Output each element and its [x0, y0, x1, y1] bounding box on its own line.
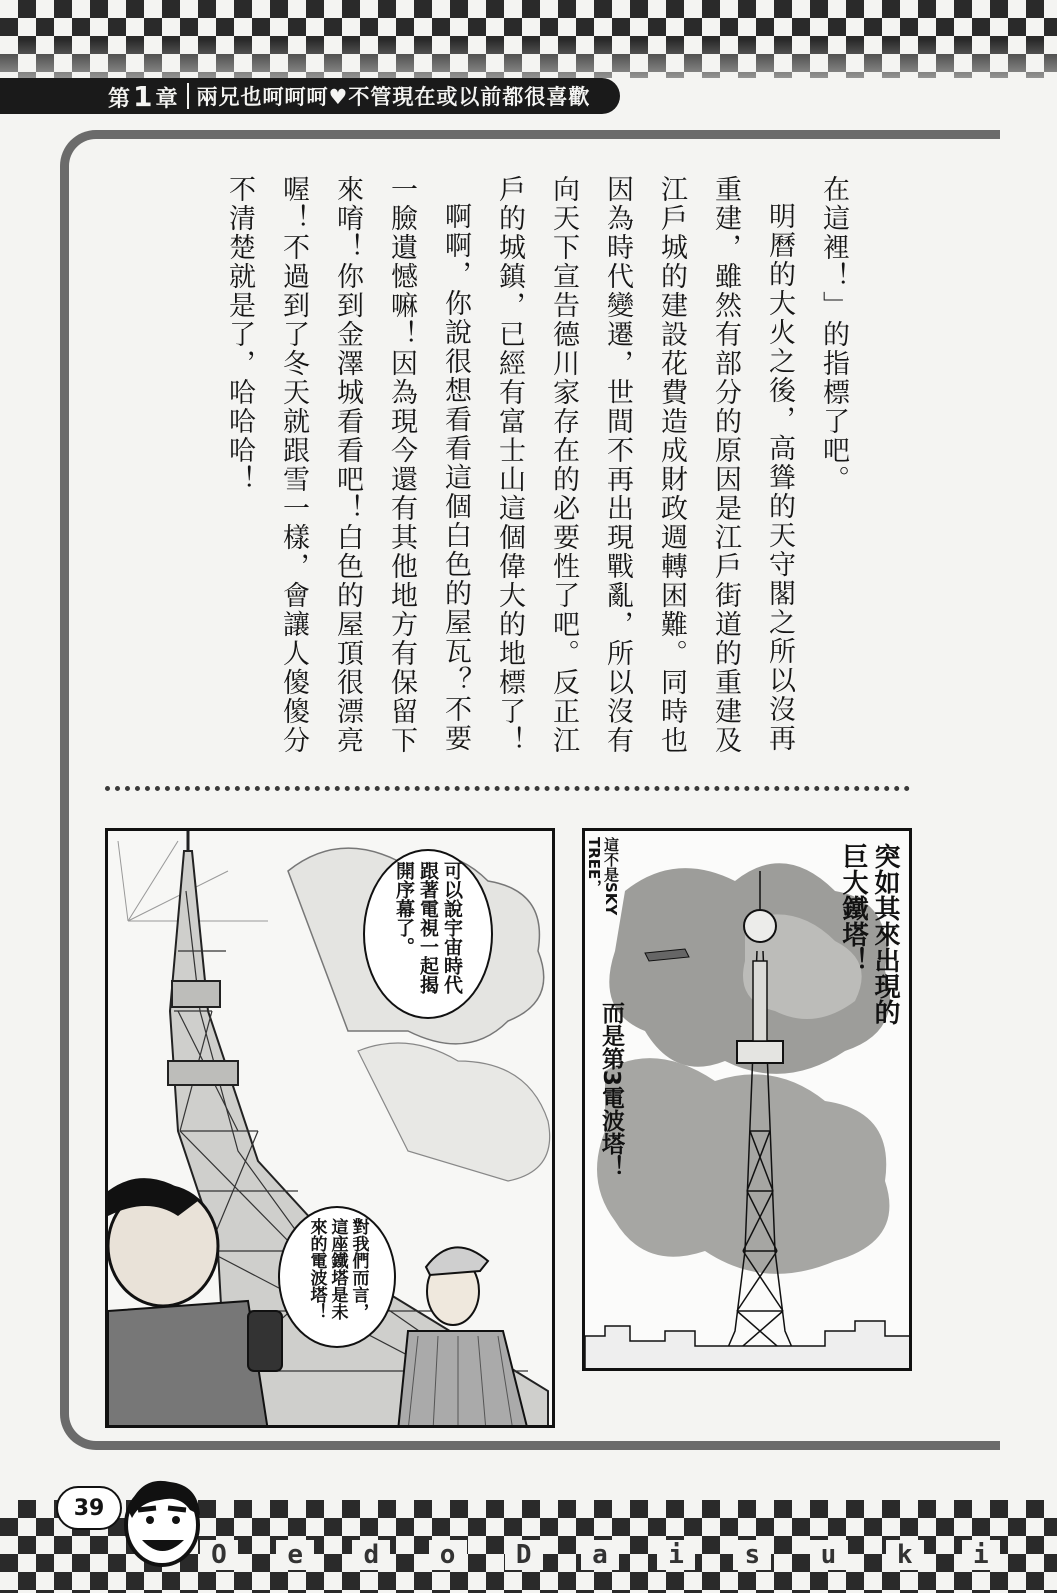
- speech-text: 可以說宇宙時代跟著電視一起揭開序幕了。: [393, 861, 463, 994]
- footer-letter: a: [581, 1540, 619, 1570]
- chapter-label: 第1章: [108, 79, 179, 113]
- speech-bubble-space-age: [363, 849, 493, 1019]
- footer-letter: s: [733, 1540, 771, 1570]
- speech-text: 對我們而言，這座鐵塔是未來的電波塔！: [306, 1218, 369, 1320]
- dotted-divider: [105, 786, 910, 791]
- page-number: 39: [56, 1486, 122, 1530]
- footer-letter: O: [200, 1540, 238, 1570]
- aside-not-sky-tree: [585, 837, 619, 967]
- mascot-face-icon: [120, 1470, 204, 1570]
- speech-bubble-future-tower: [278, 1206, 396, 1348]
- chapter-title: 兩兄也呵呵呵♥不管現在或以前都很喜歡: [196, 85, 591, 109]
- footer-letter: i: [657, 1540, 695, 1570]
- comic-panel-radio-tower: [582, 828, 912, 1371]
- narration-third-radio-tower: 而是第3電波塔！: [598, 1001, 624, 1179]
- body-text: [200, 175, 860, 765]
- footer-letter: o: [429, 1540, 467, 1570]
- narration-sudden-tower: 突如其來出現的巨大鐵塔！: [838, 843, 900, 1025]
- footer-letter: u: [810, 1540, 848, 1570]
- banner-divider: [187, 83, 189, 109]
- footer-title-strip: [200, 1540, 1000, 1570]
- paragraph-2: 明曆的大火之後，高聳的天守閣之所以沒再重建，雖然有部分的原因是江戶街道的重建及江戶城的建設花費造成財政週轉困難。同時也因為時代變遷，世間不再出現戰亂，所以沒有向天下宣告德川家存在的必要性了吧。反正江戶的城鎮，已經有富士山這個偉大的地標了！: [494, 175, 795, 755]
- heart-icon: ♥: [328, 85, 349, 109]
- checker-fade: [0, 40, 1057, 80]
- footer-letter: i: [962, 1540, 1000, 1570]
- aside-latin-text: SKY TREE: [585, 837, 620, 916]
- paragraph-1: 在這裡！」的指標了吧。: [818, 175, 849, 494]
- footer-letter: D: [505, 1540, 543, 1570]
- comic-panel-tower-closeup: [105, 828, 555, 1428]
- aside-text: 這不是: [602, 837, 620, 882]
- chapter-banner: [0, 78, 620, 114]
- aside-mark: ，: [585, 879, 603, 895]
- paragraph-3: 啊啊，你說很想看看這個白色的屋瓦？不要一臉遺憾嘛！因為現今還有其他地方有保留下來唷！你到金澤城看看吧！白色的屋頂很漂亮喔！不過到了冬天就跟雪一樣，會讓人傻傻分不清楚就是了，哈哈哈！: [224, 175, 471, 755]
- footer-letter: d: [352, 1540, 390, 1570]
- footer-letter: k: [886, 1540, 924, 1570]
- footer-letter: e: [276, 1540, 314, 1570]
